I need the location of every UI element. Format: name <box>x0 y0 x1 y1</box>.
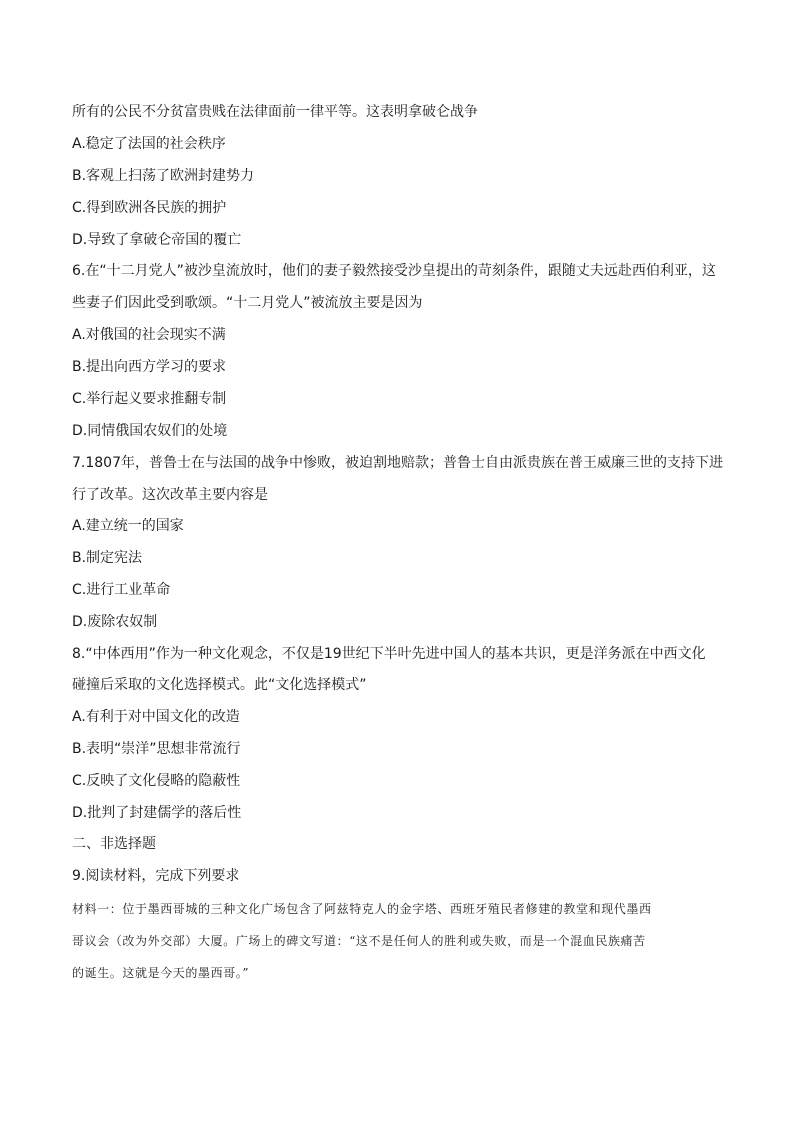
q7-stem-line-2: 行了改革。这次改革主要内容是 <box>72 487 268 503</box>
q6-option-a: A.对俄国的社会现实不满 <box>72 327 226 343</box>
question-5-stem-end: 所有的公民不分贫富贵贱在法律面前一律平等。这表明拿破仑战争 <box>72 104 478 120</box>
q6-option-d: D.同情俄国农奴们的处境 <box>72 423 228 439</box>
q7-stem-line-1: 7.1807年，普鲁士在与法国的战争中惨败，被迫割地赔款；普鲁士自由派贵族在普王威廉三世的支持下进 <box>72 455 723 471</box>
q8-option-b: B.表明“崇洋”思想非常流行 <box>72 741 241 757</box>
q7-option-b: B.制定宪法 <box>72 550 143 566</box>
q5-option-d: D.导致了拿破仑帝国的覆亡 <box>72 232 242 248</box>
q6-option-c: C.举行起义要求推翻专制 <box>72 391 227 407</box>
q6-stem-line-1: 6.在“十二月党人”被沙皇流放时，他们的妻子毅然接受沙皇提出的苛刻条件，跟随丈夫远赴西伯利亚，这 <box>72 263 716 279</box>
q6-option-b: B.提出向西方学习的要求 <box>72 359 227 375</box>
q5-option-a: A.稳定了法国的社会秩序 <box>72 136 226 152</box>
q9-material-line-2: 哥议会（改为外交部）大厦。广场上的碑文写道：“这不是任何人的胜利或失败，而是一个混血民族痛苦 <box>72 934 646 948</box>
q8-stem-line-2: 碰撞后采取的文化选择模式。此“文化选择模式” <box>72 677 367 693</box>
q8-stem-line-1: 8.“中体西用”作为一种文化观念，不仅是19世纪下半叶先进中国人的基本共识，更是洋务派在中西文化 <box>72 646 706 662</box>
q6-stem-line-2: 些妻子们因此受到歌颂。“十二月党人”被流放主要是因为 <box>72 295 423 311</box>
q7-option-a: A.建立统一的国家 <box>72 518 184 534</box>
q9-material-line-3: 的诞生。这就是今天的墨西哥。” <box>72 966 250 980</box>
q9-material-line-1: 材料一：位于墨西哥城的三种文化广场包含了阿兹特克人的金字塔、西班牙殖民者修建的教堂和现代墨西 <box>72 902 652 916</box>
q9-stem: 9.阅读材料，完成下列要求 <box>72 868 240 884</box>
q8-option-d: D.批判了封建儒学的落后性 <box>72 805 242 821</box>
q5-option-c: C.得到欧洲各民族的拥护 <box>72 200 227 216</box>
q8-option-c: C.反映了文化侵略的隐蔽性 <box>72 773 241 789</box>
section-title: 二、非选择题 <box>72 836 156 852</box>
q8-option-a: A.有利于对中国文化的改造 <box>72 709 240 725</box>
q7-option-d: D.废除农奴制 <box>72 614 158 630</box>
q5-option-b: B.客观上扫荡了欧洲封建势力 <box>72 168 255 184</box>
q7-option-c: C.进行工业革命 <box>72 582 171 598</box>
